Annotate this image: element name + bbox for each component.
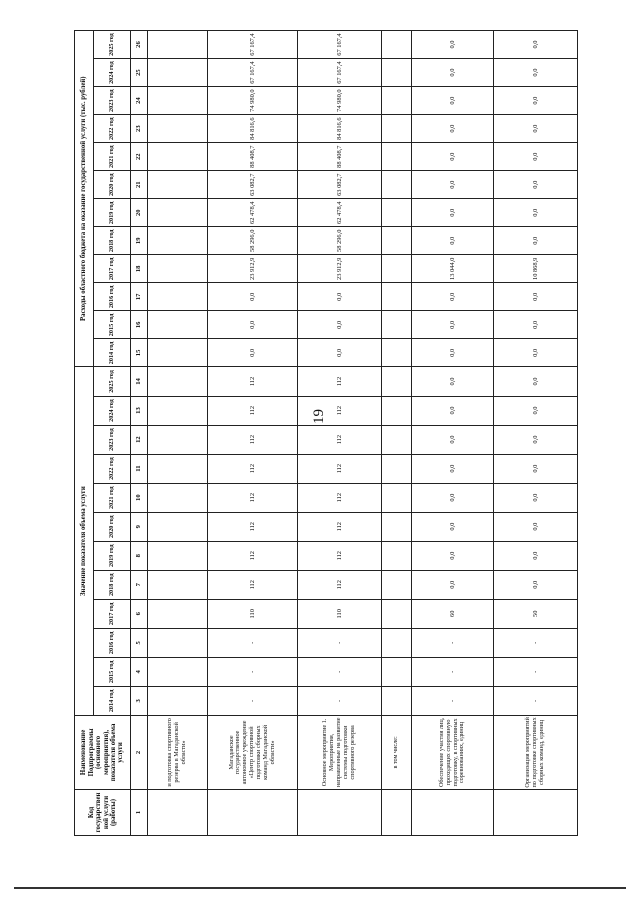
page-number: 19 xyxy=(311,409,327,424)
budget-value-cell: 0,0 xyxy=(494,115,578,143)
budget-value-cell: 62 478,4 xyxy=(298,199,382,227)
volume-value-cell xyxy=(148,570,208,599)
budget-group-header: Расходы областного бюджета на оказание государственной услуги (тыс. рублей) xyxy=(75,31,94,367)
service-name-cell: Обеспечение участия лиц, проходящих спортивную подготовку, в спортивных соревнованиях, единиц xyxy=(412,715,494,789)
budget-year-header: 2018 год xyxy=(94,227,131,255)
budget-value-cell xyxy=(148,311,208,339)
volume-value-cell: 0,0 xyxy=(412,512,494,541)
volume-year-header: 2022 год xyxy=(94,454,131,483)
budget-value-cell: 0,0 xyxy=(208,311,298,339)
budget-value-cell xyxy=(148,227,208,255)
budget-value-cell xyxy=(148,143,208,171)
volume-value-cell xyxy=(382,454,412,483)
budget-value-cell: 67 167,4 xyxy=(298,31,382,59)
column-index-cell: 5 xyxy=(131,628,148,657)
budget-value-cell: 13 044,0 xyxy=(412,255,494,283)
column-index-cell: 24 xyxy=(131,87,148,115)
volume-value-cell: 0,0 xyxy=(412,541,494,570)
volume-value-cell xyxy=(382,570,412,599)
volume-value-cell xyxy=(382,425,412,454)
volume-value-cell: 0,0 xyxy=(412,454,494,483)
volume-value-cell: - xyxy=(298,628,382,657)
code-column-header: Код государственной услуги (работы) xyxy=(75,789,131,835)
budget-year-header: 2023 год xyxy=(94,87,131,115)
service-code-cell xyxy=(382,789,412,835)
budget-value-cell xyxy=(148,115,208,143)
volume-value-cell: 0,0 xyxy=(412,396,494,425)
volume-value-cell: 112 xyxy=(298,425,382,454)
budget-value-cell: 74 980,0 xyxy=(298,87,382,115)
budget-value-cell: 0,0 xyxy=(494,59,578,87)
service-code-cell xyxy=(148,789,208,835)
budget-value-cell: 0,0 xyxy=(412,171,494,199)
volume-value-cell xyxy=(148,483,208,512)
volume-value-cell xyxy=(148,425,208,454)
volume-group-header: Значение показателя объема услуги xyxy=(75,367,94,715)
budget-value-cell xyxy=(382,143,412,171)
column-index-cell: 23 xyxy=(131,115,148,143)
volume-value-cell: 112 xyxy=(298,483,382,512)
service-name-cell: Основное мероприятие 1. Мероприятия, направленные на развитие системы подготовки спортивного резерва xyxy=(298,715,382,789)
volume-value-cell: - xyxy=(208,686,298,715)
volume-value-cell: 0,0 xyxy=(494,367,578,396)
volume-year-header: 2016 год xyxy=(94,628,131,657)
volume-value-cell: 112 xyxy=(208,541,298,570)
group-header-row xyxy=(75,31,94,836)
budget-value-cell: 58 296,0 xyxy=(208,227,298,255)
volume-year-header: 2017 год xyxy=(94,599,131,628)
budget-value-cell: 0,0 xyxy=(412,59,494,87)
column-index-cell: 3 xyxy=(131,686,148,715)
volume-year-header: 2014 год xyxy=(94,686,131,715)
budget-year-header: 2024 год xyxy=(94,59,131,87)
volume-value-cell: - xyxy=(412,628,494,657)
budget-value-cell xyxy=(382,59,412,87)
budget-value-cell xyxy=(382,255,412,283)
budget-value-cell: 62 478,4 xyxy=(208,199,298,227)
column-index-cell: 8 xyxy=(131,541,148,570)
column-index-cell: 20 xyxy=(131,199,148,227)
column-index-cell: 14 xyxy=(131,367,148,396)
volume-value-cell: 0,0 xyxy=(494,570,578,599)
budget-value-cell: 0,0 xyxy=(412,283,494,311)
volume-value-cell: 0,0 xyxy=(494,425,578,454)
table-row xyxy=(298,31,382,836)
budget-value-cell xyxy=(148,283,208,311)
column-index-cell: 18 xyxy=(131,255,148,283)
volume-value-cell: - xyxy=(412,686,494,715)
budget-value-cell: 0,0 xyxy=(412,31,494,59)
volume-value-cell xyxy=(148,628,208,657)
volume-value-cell: 112 xyxy=(298,541,382,570)
column-index-cell: 17 xyxy=(131,283,148,311)
budget-value-cell: 0,0 xyxy=(298,283,382,311)
service-name-cell: и подготовка спортивного резерва в Магаданской области» xyxy=(148,715,208,789)
budget-value-cell: 0,0 xyxy=(494,87,578,115)
volume-value-cell: 110 xyxy=(298,599,382,628)
service-name-cell: в том числе: xyxy=(382,715,412,789)
volume-value-cell: 112 xyxy=(298,396,382,425)
budget-year-header: 2014 год xyxy=(94,339,131,367)
service-name-cell: Организация мероприятий по подготовке спортивных сборных команд, единиц xyxy=(494,715,578,789)
budget-value-cell: 0,0 xyxy=(494,339,578,367)
budget-value-cell: 0,0 xyxy=(494,311,578,339)
budget-value-cell xyxy=(382,115,412,143)
budget-value-cell: 23 912,9 xyxy=(208,255,298,283)
column-index-cell: 16 xyxy=(131,311,148,339)
volume-value-cell: 112 xyxy=(208,367,298,396)
budget-value-cell xyxy=(148,59,208,87)
volume-value-cell xyxy=(382,483,412,512)
volume-value-cell xyxy=(382,657,412,686)
volume-value-cell xyxy=(382,599,412,628)
year-header-row xyxy=(94,31,131,836)
volume-value-cell xyxy=(382,396,412,425)
volume-value-cell: 0,0 xyxy=(494,454,578,483)
budget-value-cell xyxy=(148,339,208,367)
budget-value-cell: 0,0 xyxy=(412,227,494,255)
page-bottom-rule xyxy=(14,887,626,889)
budget-value-cell xyxy=(148,31,208,59)
budget-value-cell xyxy=(382,311,412,339)
budget-value-cell xyxy=(382,283,412,311)
budget-year-header: 2015 год xyxy=(94,311,131,339)
table-row xyxy=(208,31,298,836)
budget-value-cell: 0,0 xyxy=(412,143,494,171)
table-row xyxy=(412,31,494,836)
budget-value-cell: 63 082,7 xyxy=(298,171,382,199)
rotated-table-container xyxy=(74,30,554,836)
volume-value-cell xyxy=(382,541,412,570)
volume-value-cell: 0,0 xyxy=(412,425,494,454)
column-index-cell: 9 xyxy=(131,512,148,541)
volume-value-cell: - xyxy=(298,657,382,686)
volume-value-cell: 50 xyxy=(494,599,578,628)
volume-year-header: 2025 год xyxy=(94,367,131,396)
service-code-cell xyxy=(208,789,298,835)
volume-value-cell: - xyxy=(298,686,382,715)
volume-value-cell xyxy=(148,657,208,686)
budget-year-header: 2016 год xyxy=(94,283,131,311)
column-index-cell: 22 xyxy=(131,143,148,171)
volume-value-cell xyxy=(382,512,412,541)
volume-value-cell xyxy=(148,686,208,715)
service-code-cell xyxy=(412,789,494,835)
volume-value-cell: 110 xyxy=(208,599,298,628)
budget-value-cell: 67 167,4 xyxy=(208,31,298,59)
volume-value-cell: 112 xyxy=(298,454,382,483)
volume-value-cell: 0,0 xyxy=(412,367,494,396)
budget-value-cell: 0,0 xyxy=(494,283,578,311)
column-index-cell: 1 xyxy=(131,789,148,835)
volume-value-cell xyxy=(148,367,208,396)
budget-value-cell xyxy=(382,171,412,199)
budget-year-header: 2020 год xyxy=(94,171,131,199)
table-row xyxy=(494,31,578,836)
volume-value-cell xyxy=(148,396,208,425)
service-code-cell xyxy=(494,789,578,835)
budget-value-cell: 84 816,6 xyxy=(208,115,298,143)
volume-value-cell: - xyxy=(208,628,298,657)
column-index-cell: 6 xyxy=(131,599,148,628)
budget-year-header: 2021 год xyxy=(94,143,131,171)
budget-value-cell xyxy=(148,87,208,115)
volume-value-cell xyxy=(148,541,208,570)
column-index-cell: 4 xyxy=(131,657,148,686)
volume-year-header: 2021 год xyxy=(94,483,131,512)
budget-value-cell xyxy=(382,199,412,227)
budget-value-cell: 58 296,0 xyxy=(298,227,382,255)
volume-value-cell: 0,0 xyxy=(412,570,494,599)
volume-year-header: 2023 год xyxy=(94,425,131,454)
budget-value-cell: 0,0 xyxy=(298,339,382,367)
volume-value-cell: 112 xyxy=(298,512,382,541)
column-index-cell: 25 xyxy=(131,59,148,87)
budget-value-cell: 0,0 xyxy=(494,199,578,227)
volume-value-cell: 112 xyxy=(208,396,298,425)
name-column-header: Наименование Подпрограммы (основного мероприятия), показателя объема услуги xyxy=(75,715,131,789)
budget-value-cell: 0,0 xyxy=(494,227,578,255)
table-body xyxy=(131,31,578,836)
volume-value-cell: 112 xyxy=(208,425,298,454)
column-index-cell: 15 xyxy=(131,339,148,367)
budget-value-cell xyxy=(148,171,208,199)
budget-value-cell xyxy=(148,199,208,227)
volume-value-cell: - xyxy=(494,628,578,657)
budget-value-cell: 67 167,4 xyxy=(208,59,298,87)
column-index-cell: 12 xyxy=(131,425,148,454)
budget-year-header: 2022 год xyxy=(94,115,131,143)
volume-year-header: 2019 год xyxy=(94,541,131,570)
table-row xyxy=(148,31,208,836)
volume-value-cell: 0,0 xyxy=(494,512,578,541)
volume-value-cell: - xyxy=(412,657,494,686)
budget-value-cell: 63 082,7 xyxy=(208,171,298,199)
budget-value-cell: 23 912,9 xyxy=(298,255,382,283)
budget-value-cell: 0,0 xyxy=(208,283,298,311)
budget-value-cell: 0,0 xyxy=(412,115,494,143)
budget-value-cell: 0,0 xyxy=(298,311,382,339)
column-index-cell: 11 xyxy=(131,454,148,483)
volume-year-header: 2015 год xyxy=(94,657,131,686)
column-index-cell: 7 xyxy=(131,570,148,599)
volume-value-cell xyxy=(382,367,412,396)
budget-value-cell xyxy=(382,31,412,59)
volume-value-cell: 0,0 xyxy=(494,483,578,512)
volume-value-cell: 112 xyxy=(208,512,298,541)
budget-value-cell: 0,0 xyxy=(208,339,298,367)
budget-value-cell: 0,0 xyxy=(412,199,494,227)
column-index-row xyxy=(131,31,148,836)
volume-year-header: 2020 год xyxy=(94,512,131,541)
budget-value-cell xyxy=(382,87,412,115)
budget-value-cell: 10 868,9 xyxy=(494,255,578,283)
volume-value-cell: 0,0 xyxy=(494,396,578,425)
volume-year-header: 2024 год xyxy=(94,396,131,425)
budget-value-cell: 84 816,6 xyxy=(298,115,382,143)
budget-value-cell: 0,0 xyxy=(412,87,494,115)
volume-value-cell: - xyxy=(494,657,578,686)
volume-value-cell xyxy=(148,512,208,541)
volume-value-cell xyxy=(148,454,208,483)
column-index-cell: 21 xyxy=(131,171,148,199)
column-index-cell: 19 xyxy=(131,227,148,255)
column-index-cell: 26 xyxy=(131,31,148,59)
service-table xyxy=(74,30,578,836)
volume-value-cell: - xyxy=(494,686,578,715)
budget-year-header: 2025 год xyxy=(94,31,131,59)
volume-value-cell: 60 xyxy=(412,599,494,628)
column-index-cell: 13 xyxy=(131,396,148,425)
volume-value-cell xyxy=(382,628,412,657)
budget-value-cell: 88 408,7 xyxy=(298,143,382,171)
volume-value-cell: 112 xyxy=(208,454,298,483)
budget-value-cell xyxy=(382,227,412,255)
volume-value-cell: 0,0 xyxy=(412,483,494,512)
volume-year-header: 2018 год xyxy=(94,570,131,599)
budget-value-cell xyxy=(382,339,412,367)
budget-value-cell: 74 980,0 xyxy=(208,87,298,115)
budget-value-cell: 0,0 xyxy=(494,171,578,199)
budget-value-cell: 0,0 xyxy=(412,311,494,339)
volume-value-cell: 112 xyxy=(208,570,298,599)
budget-value-cell: 0,0 xyxy=(494,143,578,171)
volume-value-cell: 112 xyxy=(298,570,382,599)
column-index-cell: 10 xyxy=(131,483,148,512)
column-index-cell: 2 xyxy=(131,715,148,789)
volume-value-cell xyxy=(382,686,412,715)
service-name-cell: Магаданское государственное автономное учреждение «Центр спортивной подготовки сборных команд Магаданской области» xyxy=(208,715,298,789)
service-code-cell xyxy=(298,789,382,835)
volume-value-cell: - xyxy=(208,657,298,686)
budget-value-cell: 0,0 xyxy=(412,339,494,367)
volume-value-cell: 0,0 xyxy=(494,541,578,570)
budget-value-cell: 0,0 xyxy=(494,31,578,59)
budget-value-cell xyxy=(148,255,208,283)
volume-value-cell: 112 xyxy=(208,483,298,512)
budget-year-header: 2017 год xyxy=(94,255,131,283)
budget-value-cell: 67 167,4 xyxy=(298,59,382,87)
budget-value-cell: 88 408,7 xyxy=(208,143,298,171)
table-row xyxy=(382,31,412,836)
budget-year-header: 2019 год xyxy=(94,199,131,227)
volume-value-cell xyxy=(148,599,208,628)
volume-value-cell: 112 xyxy=(298,367,382,396)
